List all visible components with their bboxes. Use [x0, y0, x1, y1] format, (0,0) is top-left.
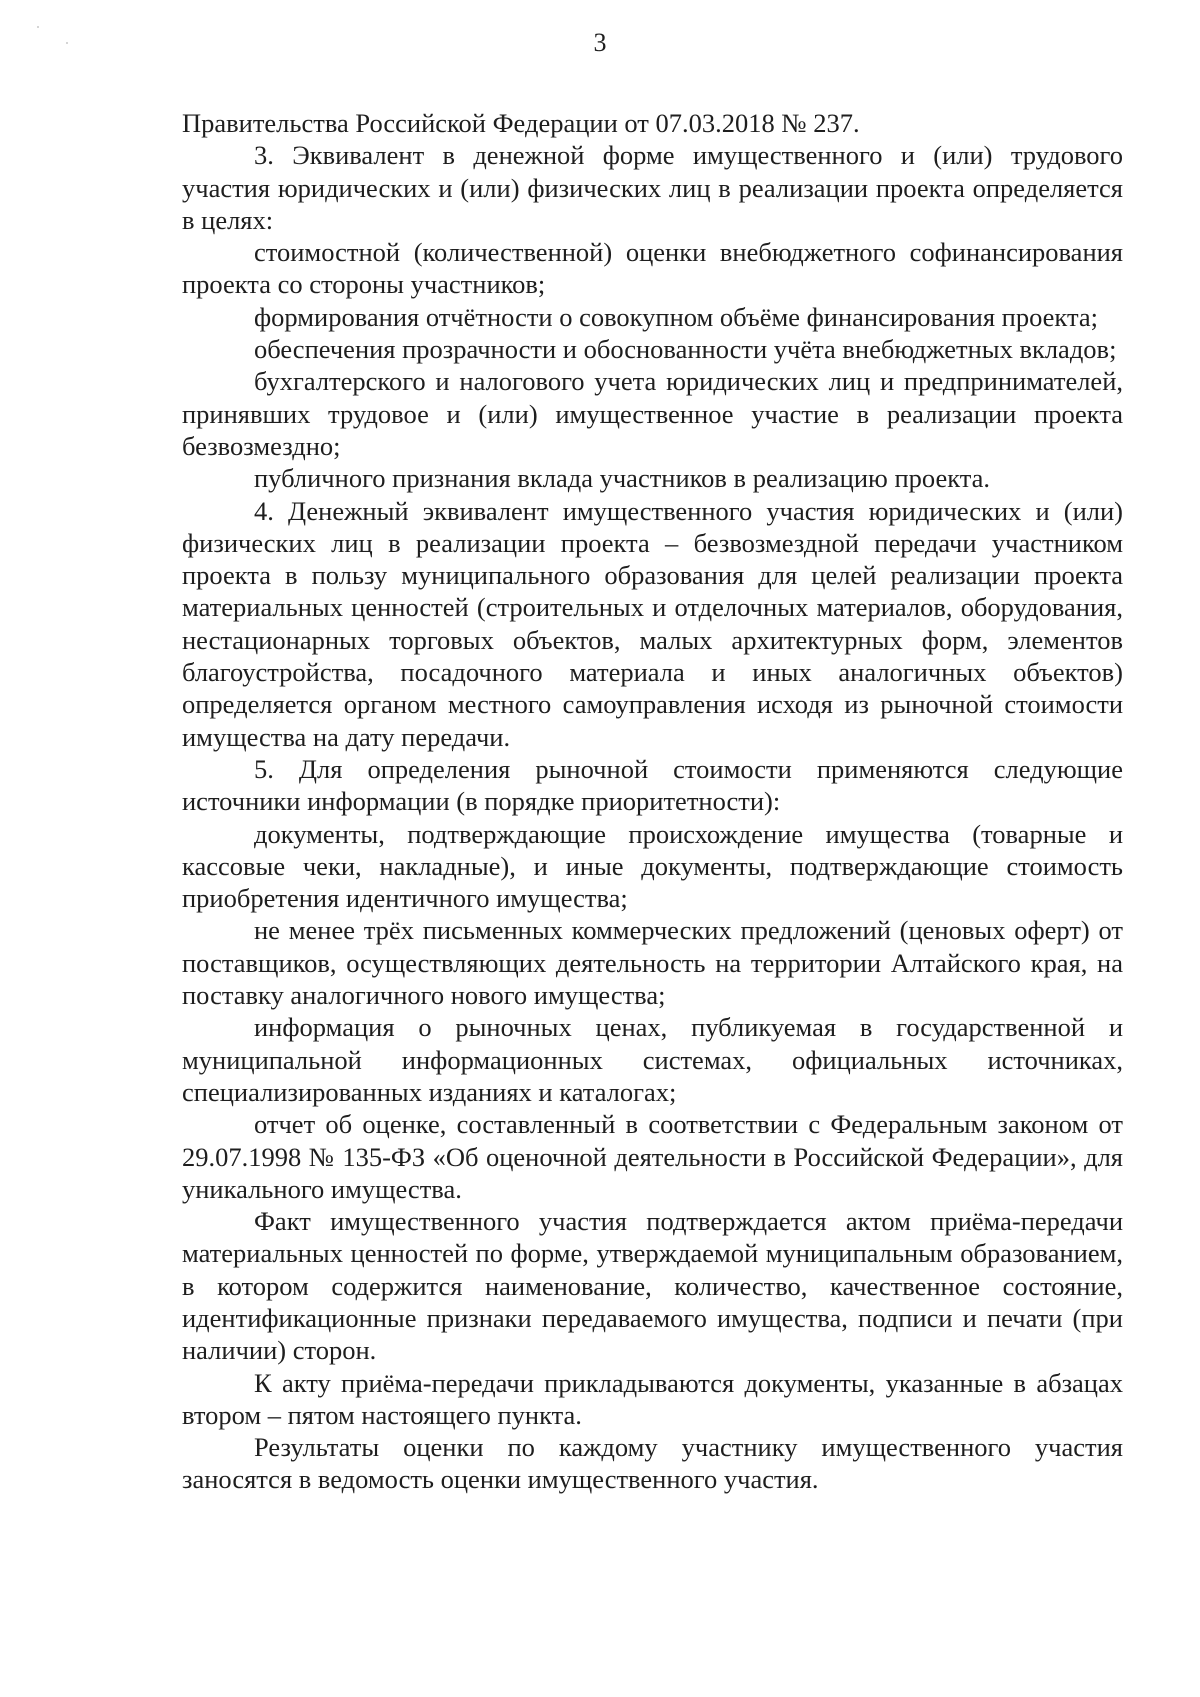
scan-speck: [37, 26, 39, 28]
paragraph-source-4: отчет об оценке, составленный в соответствии с Федеральным законом от 29.07.1998 № 135-ФЗ «Об оценочной деятельности в Российской Федерации», для уникального имущества.: [182, 1109, 1123, 1204]
paragraph-item-5: 5. Для определения рыночной стоимости применяются следующие источники информации (в порядке приоритетности):: [182, 753, 1123, 817]
paragraph-act-attachments: К акту приёма-передачи прикладываются документы, указанные в абзацах втором – пятом настоящего пункта.: [182, 1367, 1123, 1430]
paragraph-source-3: информация о рыночных ценах, публикуемая в государственной и муниципальной информационных системах, официальных источниках, специализированных изданиях и каталогах;: [182, 1012, 1123, 1107]
paragraph-purpose-5: публичного признания вклада участников в реализацию проекта.: [254, 463, 991, 494]
paragraph-purpose-2: формирования отчётности о совокупном объёме финансирования проекта;: [254, 301, 1098, 332]
paragraph-item-3: 3. Эквивалент в денежной форме имущественного и (или) трудового участия юридических и (или) физических лиц в реализации проекта определяется в целях:: [182, 140, 1123, 235]
paragraph-purpose-4: бухгалтерского и налогового учета юридических лиц и предпринимателей, принявших трудовое и (или) имущественное участие в реализации проекта безвозмездно;: [182, 366, 1123, 461]
paragraph-continuation: Правительства Российской Федерации от 07.03.2018 № 237.: [182, 108, 860, 138]
paragraph-purpose-1: стоимостной (количественной) оценки внебюджетного софинансирования проекта со стороны участников;: [182, 237, 1123, 300]
paragraph-item-4: 4. Денежный эквивалент имущественного участия юридических и (или) физических лиц в реализации проекта – безвозмездной передачи участником проекта в пользу муниципального образования для целей реализации проекта материальных ценностей (строительных и отделочных материалов, оборудования, нестационарных торговых объектов, малых архитектурных форм, элементов благоустройства, посадочного материала и иных аналогичных объектов) определяется органом местного самоуправления исходя из рыночной стоимости имущества на дату передачи.: [182, 495, 1123, 752]
paragraph-transfer-act: Факт имущественного участия подтверждается актом приёма-передачи материальных ценностей по форме, утверждаемой муниципальным образованием, в котором содержится наименование, количество, качественное состояние, идентификационные признаки передаваемого имущества, подписи и печати (при наличии) сторон.: [182, 1206, 1123, 1366]
page-number: 3: [593, 28, 607, 57]
paragraph-source-1: документы, подтверждающие происхождение имущества (товарные и кассовые чеки, накладные), и иные документы, подтверждающие стоимость приобретения идентичного имущества;: [182, 818, 1123, 914]
paragraph-evaluation-results: Результаты оценки по каждому участнику имущественного участия заносятся в ведомость оценки имущественного участия.: [182, 1432, 1123, 1495]
paragraph-purpose-3: обеспечения прозрачности и обоснованности учёта внебюджетных вкладов;: [254, 334, 1117, 365]
paragraph-source-2: не менее трёх письменных коммерческих предложений (ценовых оферт) от поставщиков, осуществляющих деятельность на территории Алтайского края, на поставку аналогичного нового имущества;: [182, 915, 1123, 1011]
document-body: [182, 107, 1123, 1496]
scan-speck: [66, 42, 68, 44]
